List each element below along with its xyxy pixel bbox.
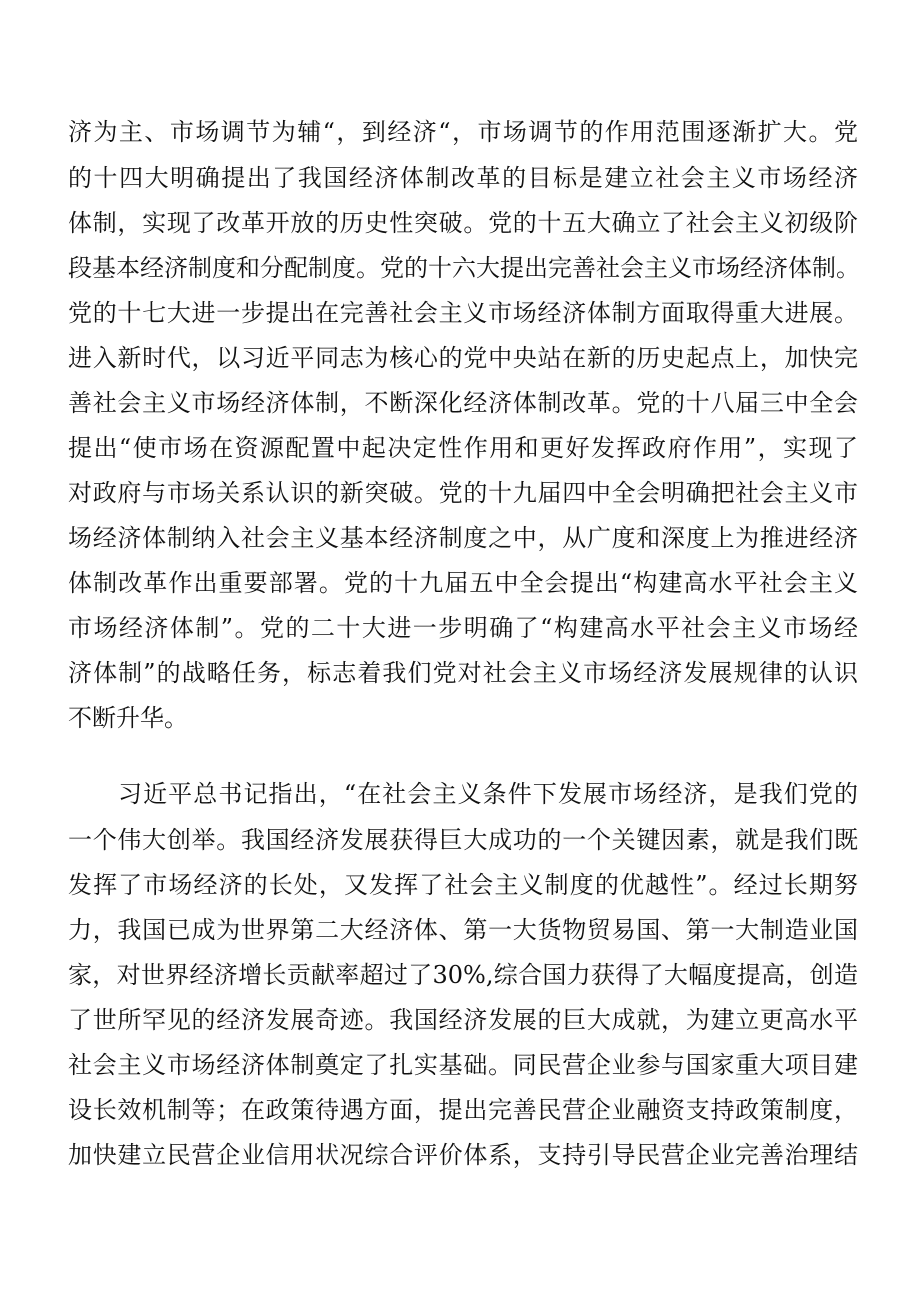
text-line: 加快建立民营企业信用状况综合评价体系，支持引导民营企业完善治理结	[68, 1141, 858, 1169]
text-line: 党的十七大进一步提出在完善社会主义市场经济体制方面取得重大进展。	[68, 299, 858, 327]
text-line: 发挥了市场经济的长处，又发挥了社会主义制度的优越性”。经过长期努	[68, 871, 858, 899]
text-line: 了世所罕见的经济发展奇迹。我国经济发展的巨大成就，为建立更高水平	[68, 1006, 858, 1034]
text-line: 习近平总书记指出，“在社会主义条件下发展市场经济，是我们党的	[118, 780, 858, 808]
text-line: 体制改革作出重要部署。党的十九届五中全会提出“构建高水平社会主义	[68, 569, 858, 597]
text-line: 的十四大明确提出了我国经济体制改革的目标是建立社会主义市场经济	[68, 164, 858, 192]
text-line: 体制，实现了改革开放的历史性突破。党的十五大确立了社会主义初级阶	[68, 209, 858, 237]
text-line: 进入新时代，以习近平同志为核心的党中央站在新的历史起点上，加快完	[68, 344, 858, 372]
text-line: 力，我国已成为世界第二大经济体、第一大货物贸易国、第一大制造业国	[68, 916, 858, 944]
text-line: 善社会主义市场经济体制，不断深化经济体制改革。党的十八届三中全会	[68, 389, 858, 417]
text-line: 家，对世界经济增长贡献率超过了30%,综合国力获得了大幅度提高，创造	[68, 961, 858, 989]
text-line: 设长效机制等；在政策待遇方面，提出完善民营企业融资支持政策制度，	[68, 1096, 858, 1124]
text-line: 济为主、市场调节为辅“，到经济“，市场调节的作用范围逐渐扩大。党	[68, 118, 858, 146]
text-line: 场经济体制纳入社会主义基本经济制度之中，从广度和深度上为推进经济	[68, 524, 858, 552]
text-line: 一个伟大创举。我国经济发展获得巨大成功的一个关键因素，就是我们既	[68, 826, 858, 854]
text-line: 段基本经济制度和分配制度。党的十六大提出完善社会主义市场经济体制。	[68, 254, 860, 282]
text-line: 对政府与市场关系认识的新突破。党的十九届四中全会明确把社会主义市	[68, 479, 858, 507]
text-line: 不断升华。	[68, 704, 188, 732]
text-line: 社会主义市场经济体制奠定了扎实基础。同民营企业参与国家重大项目建	[68, 1051, 858, 1079]
text-line: 市场经济体制”。党的二十大进一步明确了“构建高水平社会主义市场经	[68, 614, 858, 642]
text-line: 提出“使市场在资源配置中起决定性作用和更好发挥政府作用”，实现了	[68, 434, 858, 462]
text-line: 济体制”的战略任务，标志着我们党对社会主义市场经济发展规律的认识	[68, 659, 858, 687]
